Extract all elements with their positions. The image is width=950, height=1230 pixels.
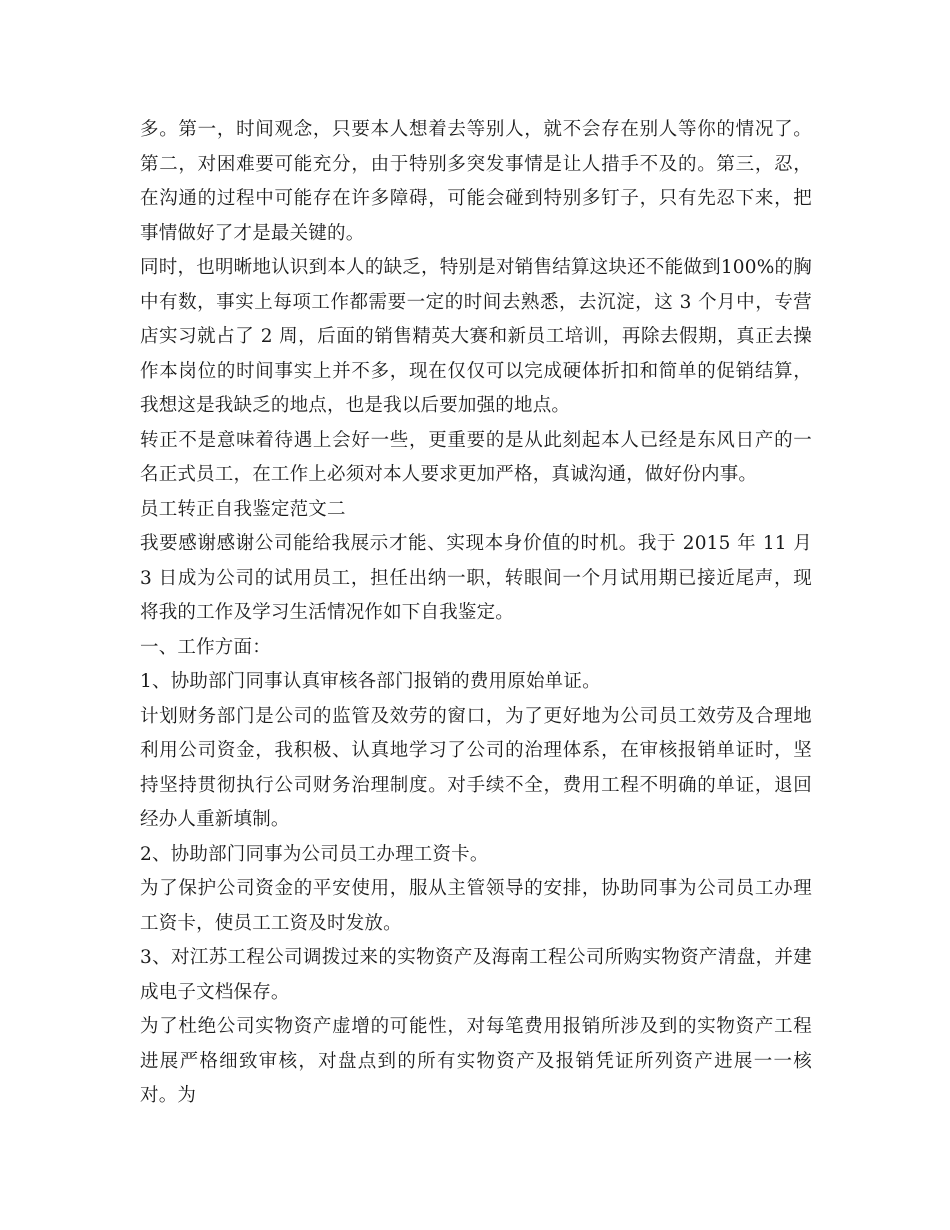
paragraph-2: 同时，也明晰地认识到本人的缺乏，特别是对销售结算这块还不能做到100%的胸中有数，事实上每项工作都需要一定的时间去熟悉，去沉淀，这 3 个月中，专营店实习就占了 2 周，后面的销售精英大赛和新员工培训，再除去假期，真正去操作本岗位的时间事实上并不多，现在仅仅可以完成硬体折扣和简单的促销结算，我想这是我缺乏的地点，也是我以后要加强的地点。 bbox=[140, 257, 812, 416]
list-item-3: 3、对江苏工程公司调拨过来的实物资产及海南工程公司所购实物资产清盘，并建成电子文档保存。 bbox=[140, 947, 812, 1003]
list-item-2: 2、协助部门同事为公司员工办理工资卡。 bbox=[140, 843, 489, 865]
paragraph-1: 多。第一，时间观念，只要本人想着去等别人，就不会存在别人等你的情况了。第二，对困难要可能充分，由于特别多突发事情是让人措手不及的。第三，忍，在沟通的过程中可能存在许多障碍，可能会碰到特别多钉子，只有先忍下来，把事情做好了才是最关键的。 bbox=[140, 119, 812, 244]
paragraph-5: 我要感谢感谢公司能给我展示才能、实现本身价值的时机。我于 2015 年 11 月 3 日成为公司的试用员工，担任出纳一职，转眼间一个月试用期已接近尾声，现将我的工作及学习生活情况作如下自我鉴定。 bbox=[140, 533, 812, 623]
subheading-work: 一、工作方面： bbox=[140, 636, 271, 658]
document-body bbox=[140, 113, 812, 1114]
list-item-1: 1、协助部门同事认真审核各部门报销的费用原始单证。 bbox=[140, 671, 601, 692]
paragraph-3: 转正不是意味着待遇上会好一些，更重要的是从此刻起本人已经是东风日产的一名正式员工，在工作上必须对本人要求更加严格，真诚沟通，做好份内事。 bbox=[140, 429, 812, 485]
paragraph-8: 计划财务部门是公司的监管及效劳的窗口，为了更好地为公司员工效劳及合理地利用公司资金，我积极、认真地学习了公司的治理体系，在审核报销单证时，坚持坚持贯彻执行公司财务治理制度。对手续不全，费用工程不明确的单证，退回经办人重新填制。 bbox=[140, 705, 812, 830]
paragraph-12: 为了杜绝公司实物资产虚增的可能性，对每笔费用报销所涉及到的实物资产工程进展严格细致审核，对盘点到的所有实物资产及报销凭证所列资产进展一一核对。为 bbox=[140, 1016, 812, 1106]
section-heading: 员工转正自我鉴定范文二 bbox=[140, 498, 346, 520]
paragraph-10: 为了保护公司资金的平安使用，服从主管领导的安排，协助同事为公司员工办理工资卡，使员工工资及时发放。 bbox=[140, 878, 812, 934]
